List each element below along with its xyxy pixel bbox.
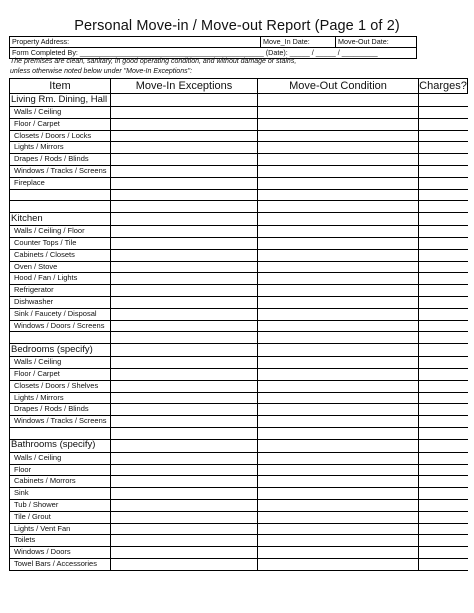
move-in-cell[interactable] xyxy=(111,344,258,357)
move-out-cell[interactable] xyxy=(258,165,419,177)
table-row xyxy=(10,320,468,332)
table-row xyxy=(10,452,468,464)
table-row xyxy=(10,165,468,177)
move-out-cell[interactable] xyxy=(258,357,419,369)
blank-item-cell xyxy=(10,427,111,439)
charges-cell[interactable] xyxy=(419,118,468,130)
item-label: Lights / Vent Fan xyxy=(10,523,111,535)
charges-cell[interactable] xyxy=(419,427,468,439)
charges-cell[interactable] xyxy=(419,332,468,344)
charges-cell[interactable] xyxy=(419,535,468,547)
item-label: Drapes / Rods / Blinds xyxy=(10,404,111,416)
charges-cell[interactable] xyxy=(419,201,468,213)
section-heading-bathrooms: Bathrooms (specify) xyxy=(10,439,111,452)
section-heading-row-bathrooms xyxy=(10,439,468,452)
table-row xyxy=(10,416,468,428)
move-out-cell[interactable] xyxy=(258,392,419,404)
charges-cell[interactable] xyxy=(419,308,468,320)
item-label: Closets / Doors / Locks xyxy=(10,130,111,142)
section-heading-kitchen: Kitchen xyxy=(10,213,111,226)
item-label: Walls / Ceiling / Floor xyxy=(10,226,111,238)
table-row xyxy=(10,154,468,166)
section-heading-living: Living Rm. Dining, Hall xyxy=(10,94,111,107)
item-label: Sink xyxy=(10,488,111,500)
table-row xyxy=(10,142,468,154)
item-label: Lights / Mirrors xyxy=(10,392,111,404)
move-out-cell[interactable] xyxy=(258,439,419,452)
move-out-cell[interactable] xyxy=(258,452,419,464)
move-in-cell[interactable] xyxy=(111,511,258,523)
table-row xyxy=(10,368,468,380)
table-row xyxy=(10,107,468,119)
move-out-cell[interactable] xyxy=(258,118,419,130)
move-out-cell[interactable] xyxy=(258,416,419,428)
move-in-cell[interactable] xyxy=(111,357,258,369)
charges-cell[interactable] xyxy=(419,558,468,570)
move-out-cell[interactable] xyxy=(258,226,419,238)
item-label: Windows / Doors xyxy=(10,547,111,559)
move-out-cell[interactable] xyxy=(258,249,419,261)
move-in-cell[interactable] xyxy=(111,165,258,177)
move-in-cell[interactable] xyxy=(111,213,258,226)
item-label: Cabinets / Morrors xyxy=(10,476,111,488)
move-out-cell[interactable] xyxy=(258,320,419,332)
charges-cell[interactable] xyxy=(419,547,468,559)
move-out-cell[interactable] xyxy=(258,201,419,213)
table-row xyxy=(10,118,468,130)
charges-cell[interactable] xyxy=(419,94,468,107)
move-out-cell[interactable] xyxy=(258,499,419,511)
move-out-cell[interactable] xyxy=(258,308,419,320)
move-out-cell[interactable] xyxy=(258,237,419,249)
move-out-cell[interactable] xyxy=(258,285,419,297)
item-label: Walls / Ceiling xyxy=(10,357,111,369)
charges-cell[interactable] xyxy=(419,523,468,535)
charges-cell[interactable] xyxy=(419,416,468,428)
move-out-cell[interactable] xyxy=(258,142,419,154)
blank-item-cell xyxy=(10,201,111,213)
charges-cell[interactable] xyxy=(419,344,468,357)
table-row xyxy=(10,558,468,570)
move-in-cell[interactable] xyxy=(111,107,258,119)
move-out-column-header: Move-Out Condition xyxy=(258,79,419,94)
move-in-cell[interactable] xyxy=(111,476,258,488)
charges-cell[interactable] xyxy=(419,439,468,452)
item-label: Drapes / Rods / Blinds xyxy=(10,154,111,166)
move-in-cell[interactable] xyxy=(111,308,258,320)
move-in-cell[interactable] xyxy=(111,535,258,547)
section-heading-bedrooms: Bedrooms (specify) xyxy=(10,344,111,357)
move-in-cell[interactable] xyxy=(111,427,258,439)
charges-cell[interactable] xyxy=(419,404,468,416)
move-in-cell[interactable] xyxy=(111,404,258,416)
move-out-cell[interactable] xyxy=(258,332,419,344)
move-out-cell[interactable] xyxy=(258,427,419,439)
table-row xyxy=(10,404,468,416)
table-row xyxy=(10,499,468,511)
blank-item-cell xyxy=(10,189,111,201)
table-row xyxy=(10,392,468,404)
charges-cell[interactable] xyxy=(419,154,468,166)
item-label: Toilets xyxy=(10,535,111,547)
table-row xyxy=(10,535,468,547)
section-heading-row-bedrooms xyxy=(10,344,468,357)
move-in-cell[interactable] xyxy=(111,261,258,273)
move-out-cell[interactable] xyxy=(258,511,419,523)
table-row xyxy=(10,177,468,189)
charges-cell[interactable] xyxy=(419,237,468,249)
item-label: Floor / Carpet xyxy=(10,118,111,130)
charges-cell[interactable] xyxy=(419,177,468,189)
move-in-cell[interactable] xyxy=(111,368,258,380)
charges-cell[interactable] xyxy=(419,165,468,177)
item-label: Towel Bars / Accessories xyxy=(10,558,111,570)
move-out-cell[interactable] xyxy=(258,488,419,500)
move-out-cell[interactable] xyxy=(258,380,419,392)
charges-cell[interactable] xyxy=(419,488,468,500)
move-out-cell[interactable] xyxy=(258,296,419,308)
move-out-cell[interactable] xyxy=(258,368,419,380)
blank-row xyxy=(10,332,468,344)
charges-cell[interactable] xyxy=(419,296,468,308)
move-out-cell[interactable] xyxy=(258,189,419,201)
move-in-cell[interactable] xyxy=(111,488,258,500)
charges-cell[interactable] xyxy=(419,213,468,226)
item-label: Floor / Carpet xyxy=(10,368,111,380)
move-in-cell[interactable] xyxy=(111,189,258,201)
move-in-cell[interactable] xyxy=(111,320,258,332)
charges-cell[interactable] xyxy=(419,261,468,273)
move-out-cell[interactable] xyxy=(258,154,419,166)
move-in-cell[interactable] xyxy=(111,226,258,238)
item-label: Windows / Tracks / Screens xyxy=(10,165,111,177)
move-in-cell[interactable] xyxy=(111,332,258,344)
item-label: Closets / Doors / Shelves xyxy=(10,380,111,392)
move-out-cell[interactable] xyxy=(258,94,419,107)
move-in-cell[interactable] xyxy=(111,452,258,464)
table-row xyxy=(10,380,468,392)
charges-cell[interactable] xyxy=(419,226,468,238)
move-in-cell[interactable] xyxy=(111,416,258,428)
move-in-cell[interactable] xyxy=(111,130,258,142)
condition-notice xyxy=(10,57,296,76)
move-in-cell[interactable] xyxy=(111,392,258,404)
move-out-cell[interactable] xyxy=(258,476,419,488)
move-out-cell[interactable] xyxy=(258,107,419,119)
inspection-table xyxy=(9,78,468,571)
item-label: Walls / Ceiling xyxy=(10,107,111,119)
move-out-date-field[interactable]: Move-Out Date: xyxy=(336,37,417,48)
move-in-cell[interactable] xyxy=(111,201,258,213)
item-label: Dishwasher xyxy=(10,296,111,308)
table-row xyxy=(10,273,468,285)
charges-cell[interactable] xyxy=(419,320,468,332)
charges-cell[interactable] xyxy=(419,464,468,476)
item-label: Floor xyxy=(10,464,111,476)
move-in-cell[interactable] xyxy=(111,273,258,285)
move-in-cell[interactable] xyxy=(111,547,258,559)
blank-item-cell xyxy=(10,332,111,344)
move-out-cell[interactable] xyxy=(258,523,419,535)
header-fields xyxy=(9,36,417,59)
charges-cell[interactable] xyxy=(419,357,468,369)
condition-notice-line2: unless otherwise noted below under "Move-In Exceptions": xyxy=(10,67,193,75)
table-row xyxy=(10,296,468,308)
move-in-cell[interactable] xyxy=(111,380,258,392)
item-label: Oven / Stove xyxy=(10,261,111,273)
item-label: Windows / Tracks / Screens xyxy=(10,416,111,428)
move-in-cell[interactable] xyxy=(111,142,258,154)
charges-cell[interactable] xyxy=(419,107,468,119)
item-label: Tile / Grout xyxy=(10,511,111,523)
move-in-cell[interactable] xyxy=(111,118,258,130)
charges-cell[interactable] xyxy=(419,380,468,392)
move-in-cell[interactable] xyxy=(111,558,258,570)
table-row xyxy=(10,130,468,142)
condition-notice-line1: The premises are clean, sanitary, in good operating condition, and without damage or stains, xyxy=(10,58,297,65)
move-in-cell[interactable] xyxy=(111,237,258,249)
charges-column-header: Charges? xyxy=(419,80,467,92)
charges-cell[interactable] xyxy=(419,368,468,380)
item-label: Windows / Doors / Screens xyxy=(10,320,111,332)
charges-cell[interactable] xyxy=(419,392,468,404)
item-label: Lights / Mirrors xyxy=(10,142,111,154)
move-out-cell[interactable] xyxy=(258,547,419,559)
property-address-field[interactable]: Property Address: xyxy=(10,37,261,48)
charges-cell[interactable] xyxy=(419,499,468,511)
item-label: Hood / Fan / Lights xyxy=(10,273,111,285)
move-in-cell[interactable] xyxy=(111,177,258,189)
table-row xyxy=(10,547,468,559)
charges-cell[interactable] xyxy=(419,476,468,488)
table-row xyxy=(10,237,468,249)
move-in-column-header: Move-In Exceptions xyxy=(111,79,258,94)
move-out-cell[interactable] xyxy=(258,464,419,476)
move-in-cell[interactable] xyxy=(111,296,258,308)
page-title: Personal Move-in / Move-out Report (Page 1 of 2) xyxy=(74,18,400,34)
charges-cell[interactable] xyxy=(419,189,468,201)
column-header-row xyxy=(10,79,468,94)
charges-cell[interactable] xyxy=(419,452,468,464)
charges-cell[interactable] xyxy=(419,249,468,261)
charges-cell[interactable] xyxy=(419,273,468,285)
move-in-cell[interactable] xyxy=(111,154,258,166)
table-row xyxy=(10,249,468,261)
charges-cell[interactable] xyxy=(419,130,468,142)
move-out-cell[interactable] xyxy=(258,404,419,416)
blank-row xyxy=(10,201,468,213)
table-row xyxy=(10,226,468,238)
charges-cell[interactable] xyxy=(419,142,468,154)
item-label: Cabinets / Closets xyxy=(10,249,111,261)
item-label: Walls / Ceiling xyxy=(10,452,111,464)
table-row xyxy=(10,285,468,297)
item-label: Fireplace xyxy=(10,177,111,189)
section-heading-row-kitchen xyxy=(10,213,468,226)
move-out-cell[interactable] xyxy=(258,261,419,273)
move-out-cell[interactable] xyxy=(258,344,419,357)
table-row xyxy=(10,308,468,320)
table-row xyxy=(10,511,468,523)
move-in-cell[interactable] xyxy=(111,439,258,452)
move-out-cell[interactable] xyxy=(258,558,419,570)
table-row xyxy=(10,523,468,535)
table-row xyxy=(10,464,468,476)
move-in-cell[interactable] xyxy=(111,499,258,511)
item-label: Sink / Faucety / Disposal xyxy=(10,308,111,320)
table-row xyxy=(10,476,468,488)
move-in-cell[interactable] xyxy=(111,249,258,261)
form-completed-by-field[interactable]: Form Completed By: ______________________________________________ (Date): _____ / _____ / _________ xyxy=(10,48,417,59)
table-row xyxy=(10,357,468,369)
blank-row xyxy=(10,189,468,201)
move-out-cell[interactable] xyxy=(258,273,419,285)
move-in-cell[interactable] xyxy=(111,285,258,297)
item-label: Counter Tops / Tile xyxy=(10,237,111,249)
charges-cell[interactable] xyxy=(419,511,468,523)
move-in-cell[interactable] xyxy=(111,523,258,535)
item-label: Tub / Shower xyxy=(10,499,111,511)
item-column-header: Item xyxy=(10,79,111,94)
move-in-cell[interactable] xyxy=(111,464,258,476)
move-in-date-field[interactable]: Move_In Date: xyxy=(261,37,336,48)
charges-cell[interactable] xyxy=(419,285,468,297)
item-label: Refrigerator xyxy=(10,285,111,297)
move-out-cell[interactable] xyxy=(258,535,419,547)
move-out-cell[interactable] xyxy=(258,213,419,226)
table-row xyxy=(10,261,468,273)
blank-row xyxy=(10,427,468,439)
move-out-cell[interactable] xyxy=(258,177,419,189)
section-heading-row-living xyxy=(10,94,468,107)
move-out-cell[interactable] xyxy=(258,130,419,142)
table-row xyxy=(10,488,468,500)
move-in-cell[interactable] xyxy=(111,94,258,107)
